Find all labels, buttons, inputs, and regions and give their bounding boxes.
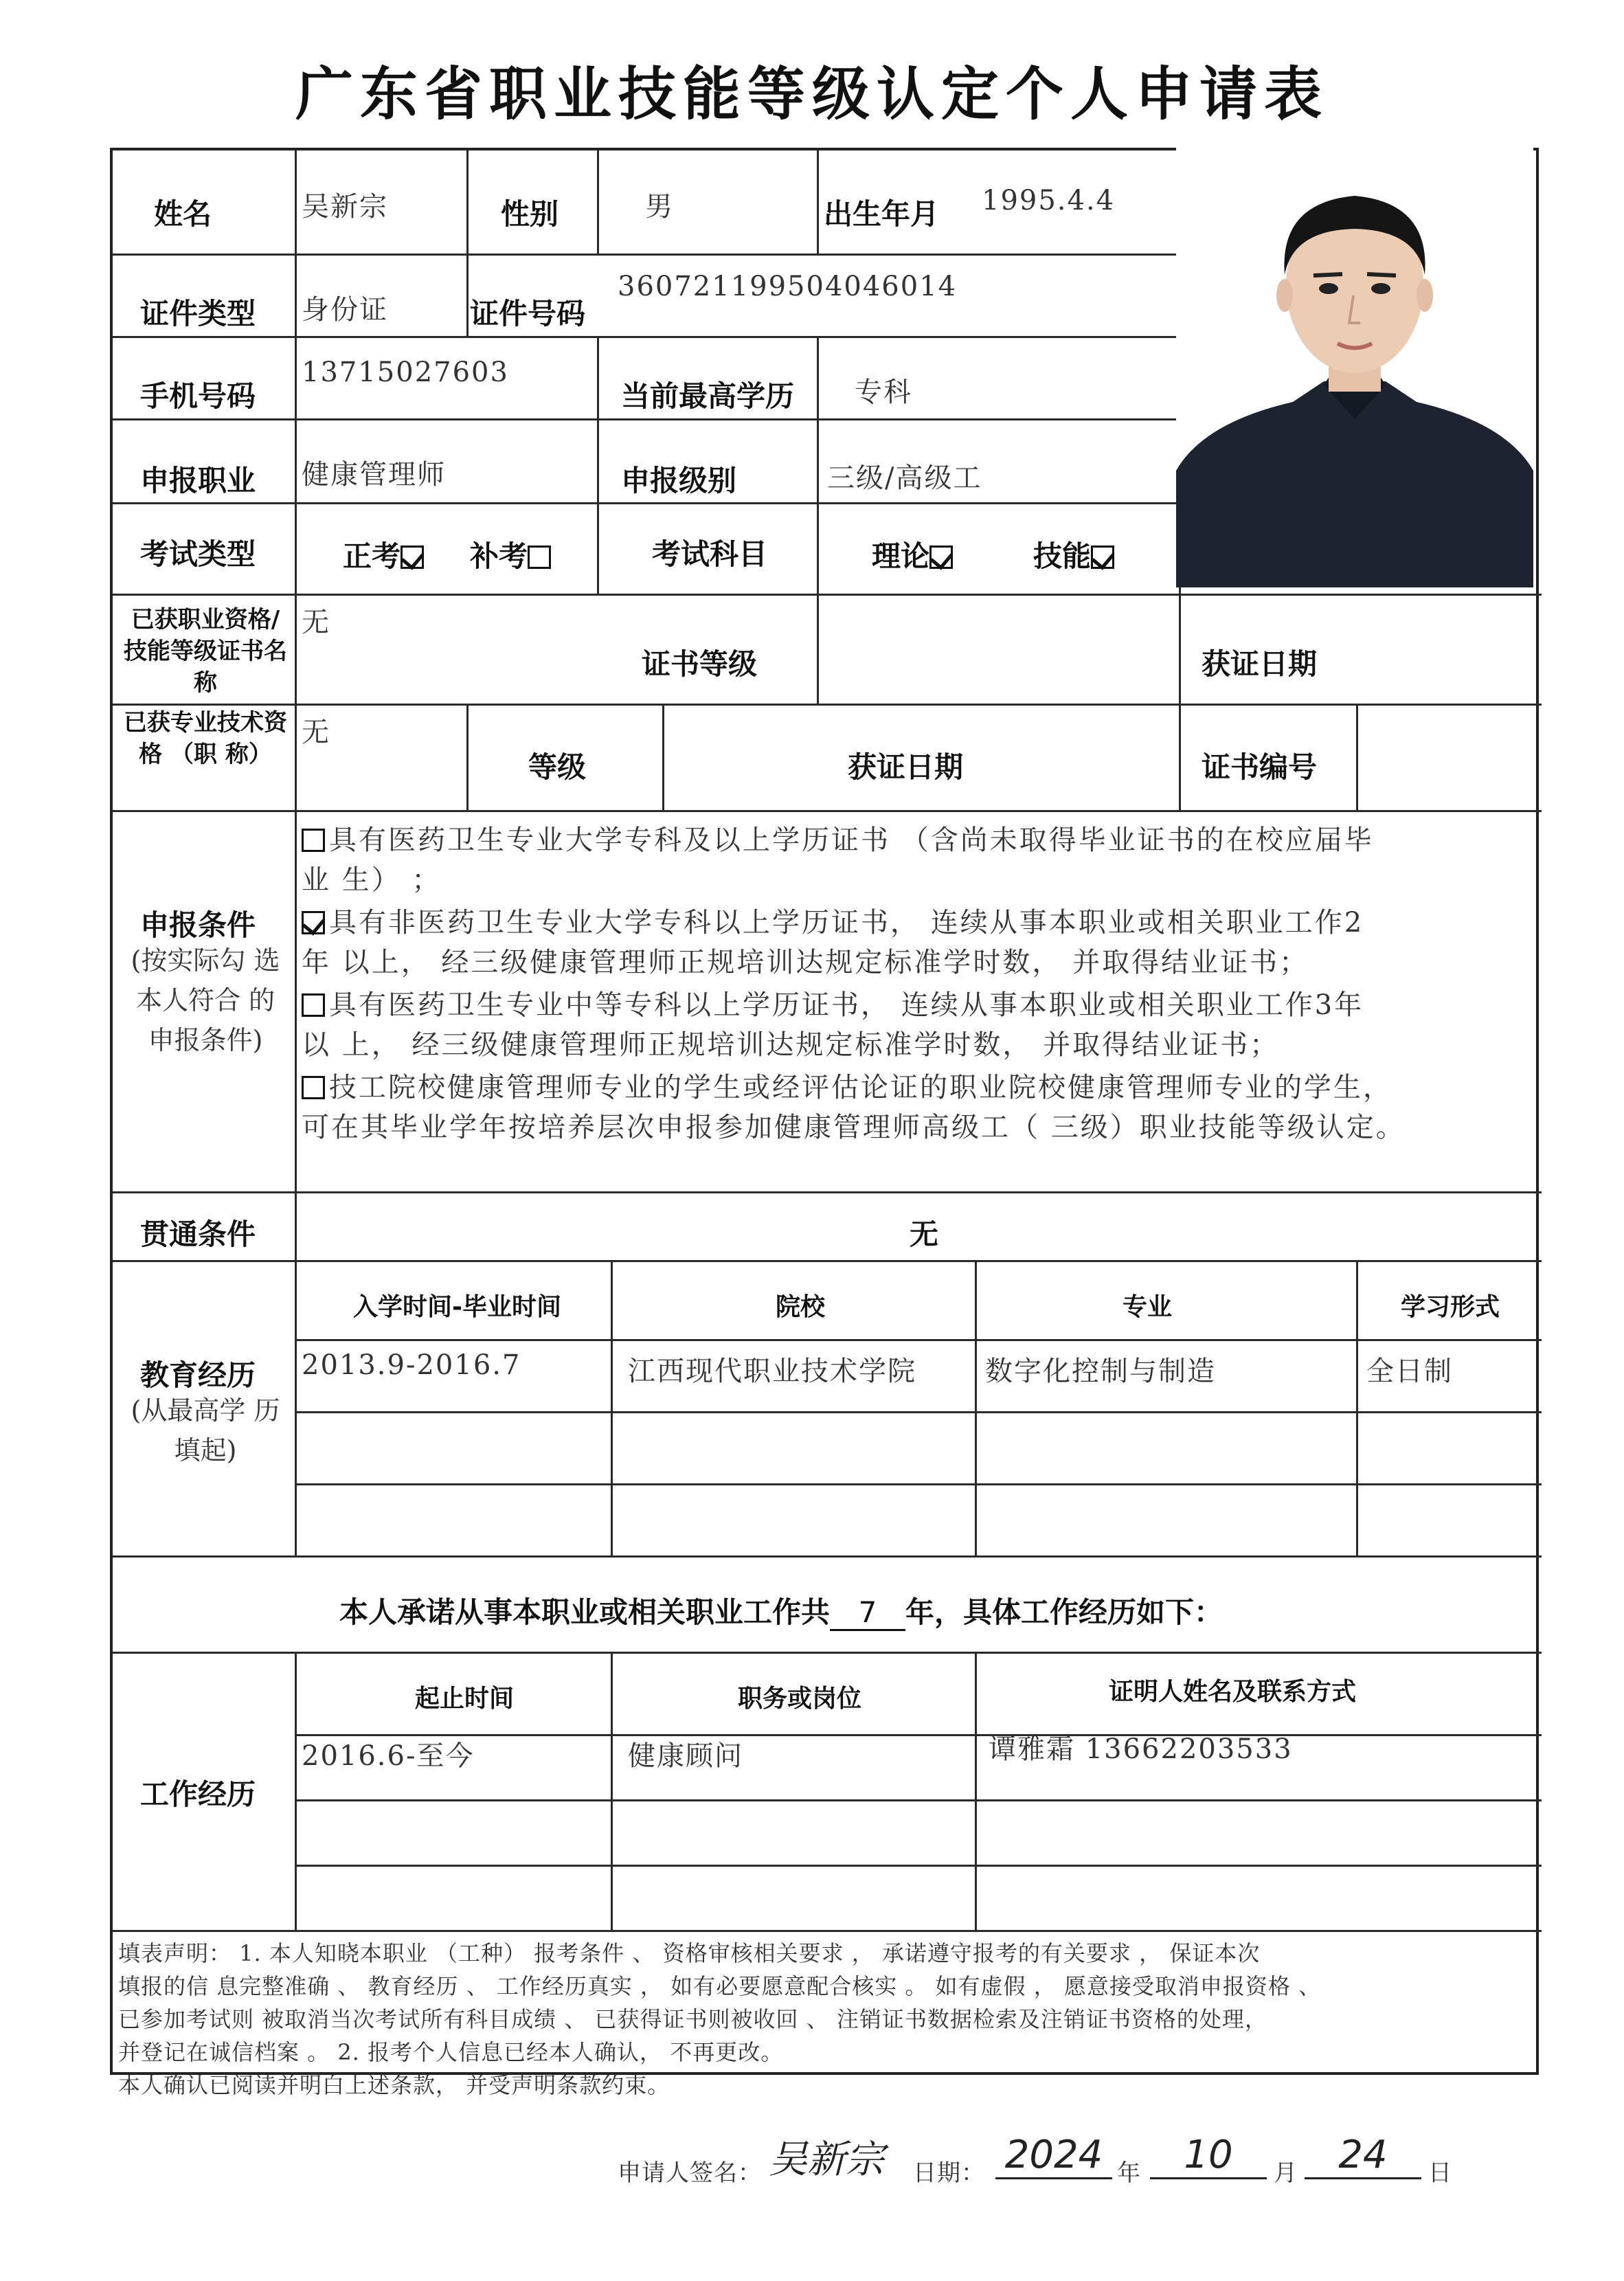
occupation-label: 申报职业 (140, 464, 256, 497)
exam-subject-label: 考试科目 (652, 537, 768, 571)
id-type-value: 身份证 (302, 294, 388, 326)
conditions-label: 申报条件 (140, 908, 256, 942)
work-row-referee: 谭雅霜 13662203533 (989, 1733, 1293, 1765)
through-value: 无 (910, 1217, 939, 1251)
sign-day: 24 (1305, 2133, 1421, 2179)
sign-month: 10 (1150, 2133, 1267, 2179)
regular-checkbox[interactable] (401, 546, 424, 569)
education-history-label: 教育经历 (140, 1358, 256, 1392)
edu-row-mode: 全日制 (1366, 1356, 1453, 1387)
through-label: 贯通条件 (140, 1217, 256, 1251)
condition-3[interactable]: 具有医药卫生专业中等专科以上学历证书， 连续从事本职业或相关职业工作3年 以 上， 经三级健康管理师正规培训达规定标准学时数， 并取得结业证书； (302, 989, 1364, 1061)
conditions-note: (按实际勾 选本人符合 的申报条件) (131, 945, 280, 1055)
name-value: 吴新宗 (302, 191, 388, 223)
work-header-period: 起止时间 (415, 1685, 515, 1713)
theory-checkbox[interactable] (929, 546, 953, 569)
cert-number-label: 证书编号 (1202, 750, 1318, 784)
qualification-label: 已获职业资格/技能等级证书名称 (124, 606, 287, 697)
condition-4[interactable]: 技工院校健康管理师专业的学生或经评估论证的职业院校健康管理师专业的学生， 可在其毕业学年按培养层次申报参加健康管理师高级工（ 三级）职业技能等级认定。 (302, 1072, 1406, 1143)
declaration-text: 填表声明： 1. 本人知晓本职业 （工种） 报考条件 、 资格审核相关要求 ， 承诺遵守报考的有关要求 ， 保证本次 填报的信 息完整准确 、 教育经历 、 工作经历真实 ， 如有必要愿意配合核实 。 如有虚假 ， 愿意接受取消申报资格 、 已参加考试则 被取消当次考试所有科目成绩 、 已获得证书则被收回 、 注销证书数据检索及注销证书资格的处理， 并登记在诚信档案 。 2. 报考个人信息已经本人确认， 不再更改。 本人确认已阅读并明白上述条款， 并受声明条款约束。 (118, 1940, 1322, 2098)
work-header-referee: 证明人姓名及联系方式 (1109, 1678, 1357, 1706)
applicant-photo (1176, 148, 1533, 587)
condition-4-checkbox[interactable] (302, 1076, 325, 1099)
edu-header-major: 专业 (1123, 1293, 1173, 1321)
signature-label: 申请人签名： (618, 2159, 762, 2187)
work-years: 7 (830, 1595, 905, 1631)
education-label: 当前最高学历 (621, 379, 795, 413)
edu-header-school: 院校 (776, 1293, 826, 1321)
condition-2[interactable]: 具有非医药卫生专业大学专科以上学历证书， 连续从事本职业或相关职业工作2 年 以上， 经三级健康管理师正规培训达规定标准学时数， 并取得结业证书； (302, 907, 1364, 978)
theory-option[interactable]: 理论 (872, 534, 957, 575)
work-history-label: 工作经历 (140, 1777, 256, 1811)
birth-value: 1995.4.4 (982, 185, 1116, 216)
edu-row-school: 江西现代职业技术学院 (628, 1356, 916, 1387)
education-history-note: (从最高学 历填起) (131, 1395, 280, 1465)
exam-regular-option[interactable]: 正考 (343, 534, 428, 575)
work-row-period: 2016.6-至今 (302, 1740, 475, 1772)
skill-checkbox[interactable] (1091, 546, 1114, 569)
edu-row-period: 2013.9-2016.7 (302, 1349, 521, 1381)
edu-header-mode: 学习形式 (1401, 1293, 1500, 1321)
cert-date2-label: 获证日期 (848, 750, 964, 784)
professional-title-value: 无 (302, 717, 330, 748)
qualification-value: 无 (302, 607, 330, 638)
professional-title-label: 已获专业技术资格 （职 称） (124, 709, 287, 768)
cert-date-label: 获证日期 (1202, 647, 1318, 681)
day-unit: 日 (1428, 2159, 1452, 2187)
condition-1-checkbox[interactable] (302, 829, 325, 852)
phone-label: 手机号码 (140, 379, 256, 413)
edu-row-major: 数字化控制与制造 (985, 1356, 1216, 1387)
sign-year: 2024 (995, 2133, 1112, 2179)
condition-3-checkbox[interactable] (302, 993, 325, 1017)
phone-value: 13715027603 (302, 357, 509, 388)
work-commitment: 本人承诺从事本职业或相关职业工作共 7 年，具体工作经历如下： (339, 1590, 1223, 1631)
condition-1[interactable]: 具有医药卫生专业大学专科及以上学历证书 （含尚未取得毕业证书的在校应届毕 业 生） ； (302, 824, 1374, 896)
level-label: 申报级别 (621, 464, 737, 497)
month-unit: 月 (1274, 2159, 1298, 2187)
gender-value: 男 (645, 191, 674, 223)
work-header-position: 职务或岗位 (738, 1685, 862, 1713)
level-value: 三级/高级工 (827, 462, 982, 494)
gender-label: 性别 (501, 197, 559, 231)
id-number-value: 360721199504046014 (618, 271, 958, 302)
work-row-position: 健康顾问 (628, 1740, 743, 1772)
handwritten-signature: 吴新宗 (769, 2137, 884, 2182)
birth-label: 出生年月 (824, 197, 940, 231)
portrait-image (1176, 148, 1533, 587)
skill-option[interactable]: 技能 (1033, 534, 1118, 575)
makeup-checkbox[interactable] (528, 546, 551, 569)
id-type-label: 证件类型 (140, 297, 256, 330)
condition-2-checkbox[interactable] (302, 911, 325, 934)
year-unit: 年 (1117, 2159, 1141, 2187)
exam-type-label: 考试类型 (140, 537, 256, 571)
name-label: 姓名 (154, 197, 212, 231)
education-value: 专科 (855, 377, 912, 408)
exam-makeup-option[interactable]: 补考 (470, 534, 555, 575)
cert-level-label: 证书等级 (642, 647, 758, 681)
page-title: 广东省职业技能等级认定个人申请表 (295, 60, 1329, 128)
date-label: 日期： (913, 2159, 985, 2187)
edu-header-period: 入学时间-毕业时间 (353, 1293, 561, 1321)
id-number-label: 证件号码 (470, 297, 586, 330)
grade-label: 等级 (528, 750, 587, 784)
occupation-value: 健康管理师 (302, 459, 446, 491)
